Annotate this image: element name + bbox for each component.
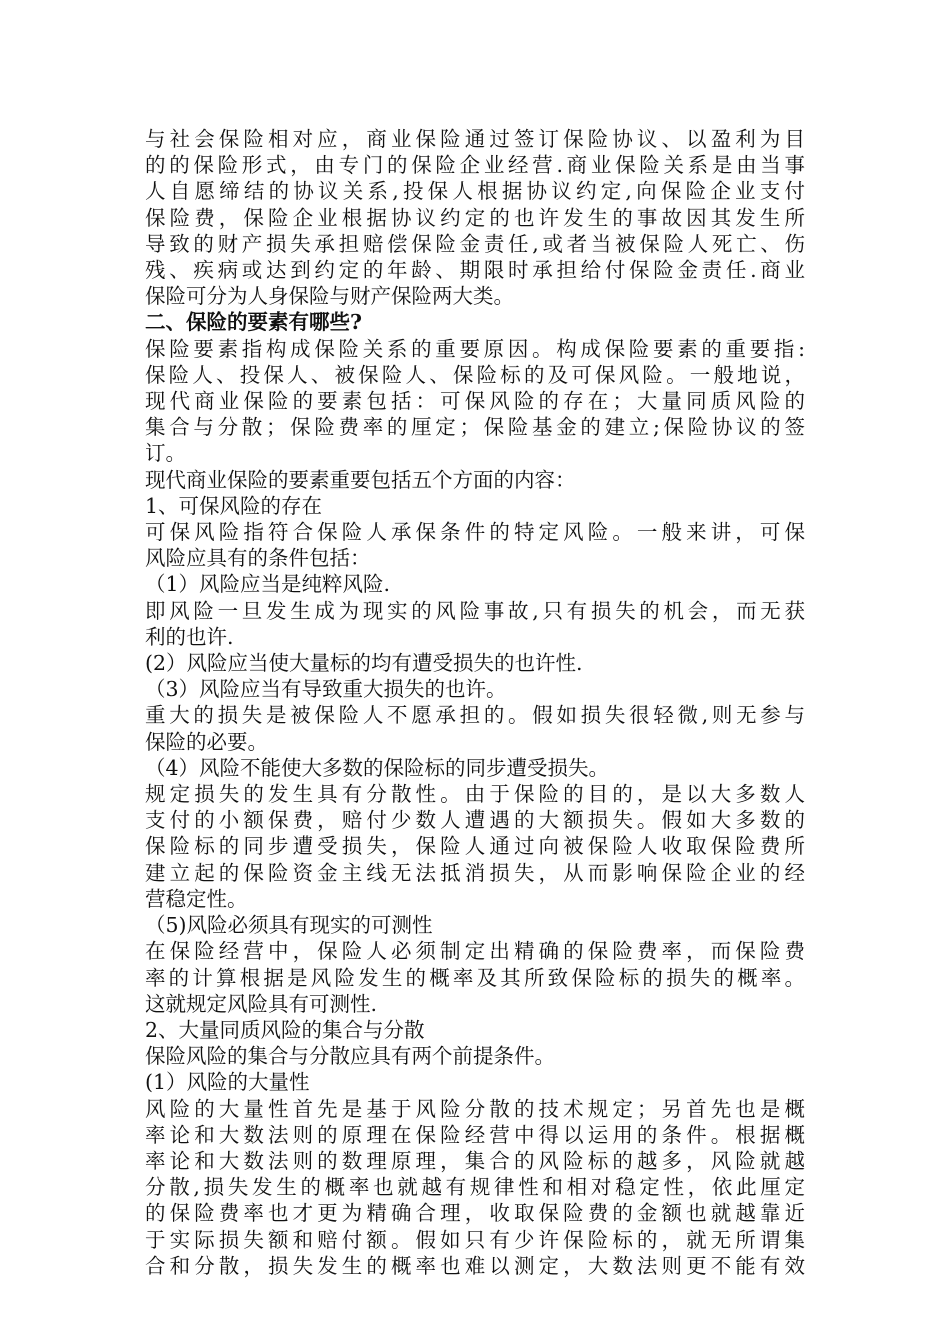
text-line: 1、可保风险的存在 [145,493,323,518]
text-line: 分散,损失发生的概率也就越有规律性和相对稳定性，依此厘定 [145,1175,805,1200]
text-line: 保险风险的集合与分散应具有两个前提条件。 [145,1044,555,1069]
text-line: 可保风险指符合保险人承保条件的特定风险。一般来讲，可保 [145,520,805,545]
text-line: (2）风险应当使大量标的均有遭受损失的也许性. [145,651,583,676]
text-line: 建立起的保险资金主线无法抵消损失，从而影响保险企业的经 [145,860,805,885]
text-line: 风险的大量性首先是基于风险分散的技术规定；另首先也是概 [145,1096,805,1121]
text-line: 保险人、投保人、被保险人、保险标的及可保风险。一般地说， [145,362,805,387]
text-line: 合和分散，损失发生的概率也难以测定，大数法则更不能有效 [145,1253,805,1278]
text-line: (1）风险的大量性 [145,1070,310,1095]
text-line: 规定损失的发生具有分散性。由于保险的目的，是以大多数人 [145,782,805,807]
text-line: 的的保险形式，由专门的保险企业经营.商业保险关系是由当事 [145,153,805,178]
text-line: （3）风险应当有导致重大损失的也许。 [145,677,507,702]
text-line: 支付的小额保费，赔付少数人遭遇的大额损失。假如大多数的 [145,808,805,833]
document-page [145,126,805,1279]
text-line: 于实际损失额和赔付额。假如只有少许保险标的，就无所谓集 [145,1227,805,1252]
text-line: 的保险费率也才更为精确合理，收取保险费的金额也就越靠近 [145,1201,805,1226]
text-line: 现代商业保险的要素包括：可保风险的存在；大量同质风险的 [145,389,805,414]
text-line: 营稳定性。 [145,886,248,911]
text-line: 率论和大数法则的原理在保险经营中得以运用的条件。根据概 [145,1122,805,1147]
text-line: 即风险一旦发生成为现实的风险事故,只有损失的机会，而无获 [145,598,805,623]
text-line: 与社会保险相对应，商业保险通过签订保险协议、以盈利为目 [145,127,805,151]
section-heading: 二、保险的要素有哪些? [145,310,363,335]
text-line: 利的也许. [145,624,234,649]
text-line: 集合与分散；保险费率的厘定；保险基金的建立;保险协议的签 [145,415,805,440]
text-line: 率论和大数法则的数理原理，集合的风险标的越多，风险就越 [145,1148,805,1173]
text-line: 现代商业保险的要素重要包括五个方面的内容： [145,467,576,492]
text-line: 保险要素指构成保险关系的重要原因。构成保险要素的重要指: [145,336,805,361]
text-line: 保险的必要。 [145,729,268,754]
text-line: （4）风险不能使大多数的保险标的同步遭受损失。 [145,755,610,780]
text-line: 订。 [145,441,186,466]
text-line: 风险应具有的条件包括： [145,546,371,571]
text-line: 率的计算根据是风险发生的概率及其所致保险标的损失的概率。 [145,965,805,990]
text-line: 残、疾病或达到约定的年龄、期限时承担给付保险金责任.商业 [145,258,805,283]
text-line: 保险标的同步遭受损失，保险人通过向被保险人收取保险费所 [145,834,805,859]
text-line: （5)风险必须具有现实的可测性 [145,913,433,938]
text-line: 重大的损失是被保险人不愿承担的。假如损失很轻微,则无参与 [145,703,805,728]
text-line: 这就规定风险具有可测性. [145,991,378,1016]
text-line: （1）风险应当是纯粹风险. [145,572,391,597]
text-line: 保险可分为人身保险与财产保险两大类。 [145,284,514,309]
text-line: 在保险经营中，保险人必须制定出精确的保险费率，而保险费 [145,939,805,964]
text-line: 保险费，保险企业根据协议约定的也许发生的事故因其发生所 [145,205,805,230]
text-line: 人自愿缔结的协议关系,投保人根据协议约定,向保险企业支付 [145,179,805,204]
text-line: 2、大量同质风险的集合与分散 [145,1017,425,1042]
text-line: 导致的财产损失承担赔偿保险金责任,或者当被保险人死亡、伤 [145,231,805,256]
